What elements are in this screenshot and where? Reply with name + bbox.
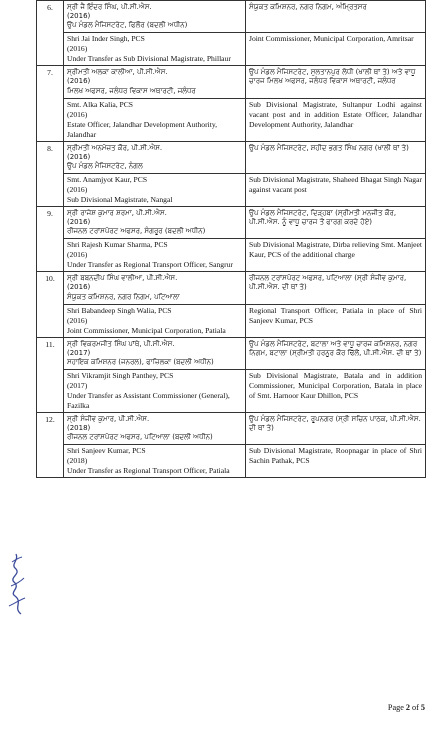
- english-posting-cell: Sub Divisional Magistrate, Roopnagar in place of Shri Sachin Pathak, PCS: [246, 445, 426, 478]
- english-posting-cell: Sub Divisional Magistrate, Shaheed Bhagat Singh Nagar against vacant post: [246, 173, 426, 206]
- english-line: Shri Babandeep Singh Walia, PCS: [67, 305, 172, 315]
- english-line: Smt. Alka Kalia, PCS: [67, 99, 134, 109]
- punjabi-line: ਮਿਲਖ ਅਫਸਰ, ਜਲੰਧਰ ਵਿਕਾਸ ਅਥਾਰਟੀ, ਜਲੰਧਰ: [67, 86, 196, 95]
- english-posting-cell: Regional Transport Officer, Patiala in place of Shri Sanjeev Kumar, PCS: [246, 304, 426, 337]
- english-name-cell: [64, 239, 246, 272]
- english-line: Shri Sanjeev Kumar, PCS: [67, 446, 146, 456]
- punjabi-posting-cell: ਉਪ ਮੰਡਲ ਮੈਜਿਸਟਰੇਟ, ਸੁਲਤਾਨਪੁਰ ਲੋਧੀ (ਖਾਲੀ ਥਾਂ ਤੇ) ਅਤੇ ਵਾਧੂ ਚਾਰਜ ਮਿਲਖ ਅਫਸਰ, ਜਲੰਧਰ ਵਿਕਾਸ ਅਥਾਰਟੀ, ਜਲੰਧਰ: [246, 66, 426, 98]
- punjabi-name-cell: [64, 413, 246, 445]
- punjabi-line: (2016): [67, 77, 91, 86]
- punjabi-name-cell: [64, 66, 246, 98]
- table-row-english: [37, 239, 426, 272]
- english-line: Under Transfer as Regional Transport Officer, Patiala: [67, 466, 230, 476]
- punjabi-line: ਉਪ ਮੰਡਲ ਮੈਜਿਸਟਰੇਟ, ਫਿਲੌਰ (ਬਦਲੀ ਅਧੀਨ): [67, 21, 188, 30]
- punjabi-posting-cell: ਉਪ ਮੰਡਲ ਮੈਜਿਸਟਰੇਟ, ਰੂਪਨਗਰ (ਸ੍ਰੀ ਸਚਿਨ ਪਾਠਕ, ਪੀ.ਸੀ.ਐਸ. ਦੀ ਥਾਂ ਤੇ): [246, 413, 426, 445]
- page-of-label: of: [412, 703, 419, 712]
- english-name-cell: [64, 98, 246, 141]
- english-line: Estate Officer, Jalandhar Development Authority, Jalandhar: [67, 119, 218, 139]
- english-line: (2016): [67, 250, 88, 260]
- punjabi-line: ਸਹਾਇਕ ਕਮਿਸ਼ਨਰ (ਜਨਰਲ), ਫਾਜ਼ਿਲਕਾ (ਬਦਲੀ ਅਧੀਨ): [67, 357, 214, 366]
- english-posting-cell: Sub Divisional Magistrate, Sultanpur Lodhi against vacant post and in addition Estate Officer, Jalandhar Development Authority, Jalandhar: [246, 98, 426, 141]
- english-posting-cell: Sub Divisional Magistrate, Dirba relieving Smt. Manjeet Kaur, PCS of the additional charge: [246, 239, 426, 272]
- table-body: [37, 1, 426, 478]
- page-current: 2: [405, 703, 410, 712]
- punjabi-posting-cell: ਰੀਜਨਲ ਟਰਾਂਸਪੋਰਟ ਅਫਸਰ, ਪਟਿਆਲਾ (ਸ੍ਰੀ ਸੰਜੀਵ ਕੁਮਾਰ, ਪੀ.ਸੀ.ਐਸ. ਦੀ ਥਾਂ ਤੇ): [246, 272, 426, 304]
- english-name-cell: [64, 33, 246, 66]
- punjabi-line: ਸ੍ਰੀ ਸੰਜੀਵ ਕੁਮਾਰ, ਪੀ.ਸੀ.ਐਸ.: [67, 415, 150, 423]
- punjabi-line: ਉਪ ਮੰਡਲ ਮੈਜਿਸਟਰੇਟ, ਨੰਗਲ: [67, 161, 143, 170]
- english-line: Shri Rajesh Kumar Sharma, PCS: [67, 240, 168, 250]
- handwritten-signature: [3, 548, 29, 618]
- english-name-cell: [64, 445, 246, 478]
- transfer-orders-table: [36, 0, 426, 478]
- table-row-punjabi: [37, 1, 426, 33]
- punjabi-line: (2016): [67, 12, 91, 21]
- table-row-punjabi: [37, 207, 426, 239]
- punjabi-line: (2016): [67, 218, 91, 227]
- english-line: Shri Vikramjit Singh Panthey, PCS: [67, 370, 174, 380]
- punjabi-posting-cell: ਸੰਯੁਕਤ ਕਮਿਸ਼ਨਰ, ਨਗਰ ਨਿਗਮ, ਅੰਮ੍ਰਿਤਸਰ: [246, 1, 426, 33]
- table-row-english: [37, 369, 426, 412]
- punjabi-name-cell: [64, 272, 246, 304]
- punjabi-name-cell: [64, 207, 246, 239]
- punjabi-posting-cell: ਉਪ ਮੰਡਲ ਮੈਜਿਸਟਰੇਟ, ਬਟਾਲਾ ਅਤੇ ਵਾਧੂ ਚਾਰਜ ਕਮਿਸ਼ਨਰ, ਨਗਰ ਨਿਗਮ, ਬਟਾਲਾ (ਸ੍ਰੀਮਤੀ ਹਰਨੂਰ ਕੌਰ ਢਿੱਲੋਂ, ਪੀ.ਸੀ.ਐਸ. ਦੀ ਥਾਂ ਤੇ): [246, 337, 426, 369]
- punjabi-line: (2016): [67, 152, 91, 161]
- table-row-english: [37, 304, 426, 337]
- english-line: Shri Jai Inder Singh, PCS: [67, 34, 145, 44]
- punjabi-line: ਸੰਯੁਕਤ ਕਮਿਸ਼ਨਰ, ਨਗਰ ਨਿਗਮ, ਪਟਿਆਲਾ: [67, 292, 180, 301]
- entry-number: 10.: [37, 272, 64, 337]
- entry-number: 9.: [37, 207, 64, 272]
- punjabi-line: (2016): [67, 283, 91, 292]
- english-line: (2016): [67, 184, 88, 194]
- english-line: Under Transfer as Regional Transport Officer, Sangrur: [67, 260, 233, 270]
- punjabi-name-cell: [64, 141, 246, 173]
- punjabi-line: ਸ੍ਰੀ ਰਾਜੇਸ਼ ਕੁਮਾਰ ਸ਼ਰਮਾ, ਪੀ.ਸੀ.ਐਸ.: [67, 209, 167, 217]
- punjabi-name-cell: [64, 1, 246, 33]
- english-line: Under Transfer as Assistant Commissioner (General), Fazilka: [67, 390, 230, 410]
- entry-number: 8.: [37, 141, 64, 206]
- punjabi-line: ਸ੍ਰੀਮਤੀ ਅਲਕਾ ਕਾਲੀਆ, ਪੀ.ਸੀ.ਐਸ.: [67, 68, 168, 77]
- entry-number: 11.: [37, 337, 64, 412]
- punjabi-line: ਰੀਜਨਲ ਟਰਾਂਸਪੋਰਟ ਅਫਸਰ, ਪਟਿਆਲਾ (ਬਦਲੀ ਅਧੀਨ): [67, 433, 213, 442]
- english-line: (2018): [67, 456, 88, 466]
- table-row-english: [37, 445, 426, 478]
- entry-number: 7.: [37, 66, 64, 141]
- english-name-cell: [64, 369, 246, 412]
- punjabi-line: ਸ੍ਰੀ ਵਿਕਰਮਜੀਤ ਸਿੰਘ ਪਾਂਥੇ, ਪੀ.ਸੀ.ਐਸ.: [67, 339, 175, 348]
- english-name-cell: [64, 173, 246, 206]
- punjabi-line: ਰੀਜਨਲ ਟਰਾਂਸਪੋਰਟ ਅਫਸਰ, ਸੰਗਰੂਰ (ਬਦਲੀ ਅਧੀਨ): [67, 227, 206, 236]
- table-row-english: [37, 173, 426, 206]
- english-line: Joint Commissioner, Municipal Corporation, Patiala: [67, 325, 226, 335]
- english-posting-cell: Sub Divisional Magistrate, Batala and in addition Commissioner, Municipal Corporation, Batala in place of Smt. Harnoor Kaur Dhillon, PCS: [246, 369, 426, 412]
- table-row-punjabi: [37, 413, 426, 445]
- english-posting-cell: Joint Commissioner, Municipal Corporation, Amritsar: [246, 33, 426, 66]
- punjabi-line: (2018): [67, 424, 91, 433]
- punjabi-line: ਸ੍ਰੀ ਬਬਨਦੀਪ ਸਿੰਘ ਵਾਲੀਆ, ਪੀ.ਸੀ.ਐਸ.: [67, 274, 178, 283]
- punjabi-line: ਸ੍ਰੀਮਤੀ ਅਨਮੋਜ਼ਤ ਕੌਰ, ਪੀ.ਸੀ.ਐਸ.: [67, 143, 163, 152]
- table-row-punjabi: [37, 337, 426, 369]
- english-line: (2017): [67, 380, 88, 390]
- english-line: Smt. Anamjyot Kaur, PCS: [67, 174, 148, 184]
- english-line: (2016): [67, 44, 88, 54]
- page-label: Page: [387, 703, 404, 712]
- english-line: (2016): [67, 315, 88, 325]
- table-row-punjabi: [37, 66, 426, 98]
- table-row-punjabi: [37, 141, 426, 173]
- page-footer: [388, 703, 425, 712]
- entry-number: 12.: [37, 413, 64, 478]
- punjabi-line: (2017): [67, 348, 91, 357]
- punjabi-posting-cell: ਉਪ ਮੰਡਲ ਮੈਜਿਸਟਰੇਟ, ਸ਼ਹੀਦ ਭਗਤ ਸਿੰਘ ਨਗਰ (ਖਾਲੀ ਥਾਂ ਤੇ): [246, 141, 426, 173]
- english-line: Sub Divisional Magistrate, Nangal: [67, 194, 173, 204]
- entry-number: 6.: [37, 1, 64, 66]
- table-row-english: [37, 98, 426, 141]
- page-total: 5: [420, 703, 425, 712]
- punjabi-posting-cell: ਉਪ ਮੰਡਲ ਮੈਜਿਸਟਰੇਟ, ਦਿੜ੍ਹਬਾ (ਸ੍ਰੀਮਤੀ ਮਨਜੀਤ ਕੌਰ, ਪੀ.ਸੀ.ਐਸ. ਨੂੰ ਵਾਧੂ ਚਾਰਜ ਤੋਂ ਫਾਰਗ ਕਰਦੇ ਹੋਏ): [246, 207, 426, 239]
- table-row-punjabi: [37, 272, 426, 304]
- table-row-english: [37, 33, 426, 66]
- english-line: Under Transfer as Sub Divisional Magistrate, Phillaur: [67, 54, 231, 64]
- punjabi-line: ਸ੍ਰੀ ਜੈ ਇੰਦਰ ਸਿੰਘ, ਪੀ.ਸੀ.ਐਸ.: [67, 3, 152, 11]
- punjabi-name-cell: [64, 337, 246, 369]
- english-name-cell: [64, 304, 246, 337]
- english-line: (2016): [67, 109, 88, 119]
